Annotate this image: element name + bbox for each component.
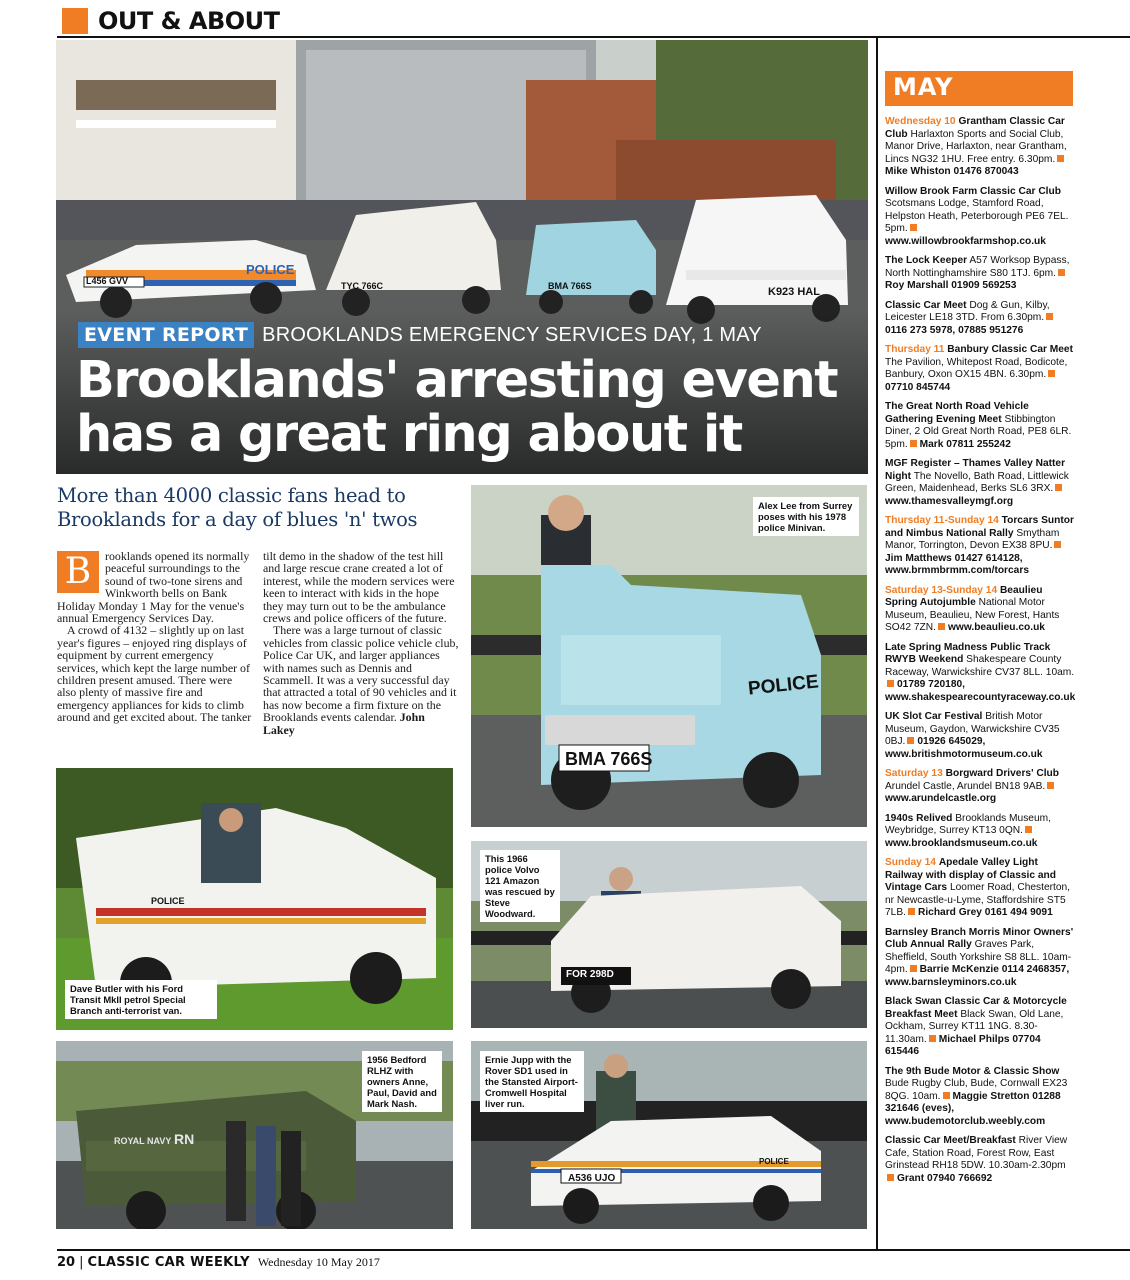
event-title: Late Spring Madness Public Track RWYB Weekend	[885, 641, 1051, 665]
event-title: Torcars Suntor and Nimbus National Rally	[885, 515, 1074, 539]
bullet-square	[1054, 541, 1061, 548]
bullet-square	[1048, 370, 1055, 377]
article-para-2: A crowd of 4132 – slightly up on last year's figures – enjoyed ring displays of equipment by current emergency services, which kept the large number of children present amused. There were also plenty of massive fire and emergency appliances for kids to climb around and get excited about. The tanker	[57, 623, 252, 725]
page-number: 20	[57, 1255, 76, 1270]
event-contact[interactable]: 01926 645029, www.britishmotormuseum.co.uk	[885, 736, 1043, 760]
event-details: A57 Worksop Bypass, North Nottinghamshire S80 1TJ. 6pm.	[885, 255, 1070, 279]
event-contact[interactable]: www.willowbrookfarmshop.co.uk	[885, 235, 1046, 247]
event-title: Banbury Classic Car Meet	[947, 344, 1073, 355]
event-details: Loomer Road, Chesterton, nr Newcastle-u-Lyme, Staffordshire ST5 7LB.	[885, 882, 1071, 918]
event-contact[interactable]: www.brooklandsmuseum.co.uk	[885, 837, 1038, 849]
section-marker	[62, 8, 88, 34]
event-details: Brooklands Museum, Weybridge, Surrey KT13 0QN.	[885, 812, 1051, 836]
transit-photo	[56, 768, 453, 1030]
event-contact[interactable]: Mike Whiston 01476 870043	[885, 166, 1019, 177]
volvo-caption: This 1966 police Volvo 121 Amazon was rescued by Steve Woodward.	[480, 850, 560, 922]
bullet-square	[910, 440, 917, 447]
event-details: National Motor Museum, Beaulieu, New Forest, Hants SO42 7ZN.	[885, 597, 1060, 633]
section-title: OUT & ABOUT	[98, 7, 280, 35]
plate-mini: BMA 766S	[548, 281, 592, 291]
issue-date: Wednesday 10 May 2017	[257, 1255, 380, 1269]
event-item	[885, 585, 1075, 635]
bedford-photo	[56, 1041, 453, 1229]
article-para-4: There was a large turnout of classic vehicles from classic police vehicle club, Police Car UK, and larger appliances with names such as Dennis and Scammell. It was a very successful day that attracted a total of 90 vehicles and it has now become a firm fixture on the Brooklands events calendar.	[263, 623, 459, 725]
event-date: Sunday 14	[885, 857, 936, 868]
event-details: Stibbington Diner, 2 Old Great North Road, PE8 6LR. 5pm.	[885, 413, 1072, 450]
event-details: Shakespeare County Raceway, Warwickshire CV37 8LL. 10am.	[885, 654, 1075, 678]
event-details: Graves Park, Sheffield, South Yorkshire S8 8LL. 10am-4pm.	[885, 939, 1072, 975]
article-column-1	[57, 550, 252, 724]
rover-photo	[471, 1041, 867, 1229]
event-contact[interactable]: Grant 07940 766692	[897, 1172, 993, 1184]
standfirst: More than 4000 classic fans head to Brooklands for a day of blues 'n' twos	[57, 484, 418, 531]
event-title: Classic Car Meet/Breakfast	[885, 1135, 1016, 1146]
minivan-plate: BMA 766S	[565, 749, 653, 769]
event-details: Smytham Manor, Torrington, Devon EX38 8PU.	[885, 527, 1060, 551]
bullet-square	[938, 623, 945, 630]
headline-line-1: Brooklands' arresting event	[76, 351, 838, 410]
event-title: UK Slot Car Festival	[885, 711, 983, 722]
page-footer	[57, 1255, 380, 1270]
ford-sierra-car	[666, 195, 848, 324]
byline: John Lakey	[263, 710, 425, 737]
bullet-square	[907, 737, 914, 744]
event-title: Willow Brook Farm Classic Car Club	[885, 185, 1061, 197]
minivan-caption: Alex Lee from Surrey poses with his 1978 police Minivan.	[753, 497, 859, 536]
headline-line-2: has a great ring about it	[76, 405, 742, 464]
bullet-square	[908, 908, 915, 915]
event-title: Black Swan Classic Car & Motorcycle Breakfast Meet	[885, 996, 1067, 1020]
event-title: Grantham Classic Car Club	[885, 116, 1065, 140]
event-details: Arundel Castle, Arundel BN18 9AB.	[885, 780, 1046, 792]
event-item	[885, 927, 1075, 990]
event-details: The Novello, Bath Road, Littlewick Green, Maidenhead, Berks SL6 3RX.	[885, 470, 1069, 494]
event-date: Thursday 11-Sunday 14	[885, 515, 999, 526]
event-details: River View Cafe, Station Road, Forest Row, East Grinstead RH18 5DW. 10.30am-2.30pm	[885, 1135, 1068, 1171]
event-details: The Pavilion, Whitepost Road, Bodicote, Banbury, Oxon OX15 4BN. 6.30pm.	[885, 356, 1068, 380]
section-header	[62, 6, 280, 36]
event-listings	[885, 116, 1075, 1192]
event-details: Bude Rugby Club, Bude, Cornwall EX23 8QG. 10am.	[885, 1078, 1068, 1102]
bullet-square	[929, 1035, 936, 1042]
event-item	[885, 996, 1075, 1059]
magazine-name: CLASSIC CAR WEEKLY	[87, 1255, 250, 1270]
bullet-square	[910, 965, 917, 972]
event-item	[885, 344, 1075, 394]
minivan-photo	[471, 485, 867, 827]
rover-police-word: POLICE	[759, 1157, 789, 1166]
event-date: Wednesday 10	[885, 116, 956, 127]
event-contact[interactable]: Richard Grey 0161 494 9091	[917, 907, 1053, 918]
column-divider	[876, 38, 878, 1250]
event-details: Black Swan, Old Lane, Ockham, Surrey KT11 1NG. 8.30-11.30am.	[885, 1008, 1064, 1045]
rover-plate: A536 UJO	[568, 1173, 616, 1184]
event-title: Barnsley Branch Morris Minor Owners' Club Annual Rally	[885, 926, 1074, 950]
event-date: Saturday 13	[885, 768, 943, 779]
month-label: MAY	[893, 73, 954, 101]
bullet-square	[943, 1092, 950, 1099]
event-date: Thursday 11	[885, 344, 945, 355]
minivan-scene	[471, 485, 867, 827]
event-report-tag: EVENT REPORT	[78, 322, 254, 348]
rover-caption: Ernie Jupp with the Rover SD1 used in the Stansted Airport-Cromwell Hospital liver run.	[480, 1051, 584, 1112]
event-details: British Motor Museum, Gaydon, Warwickshire CV35 0BJ.	[885, 711, 1060, 747]
event-title: Classic Car Meet	[885, 299, 967, 311]
event-contact[interactable]: www.thamesvalleymgf.org	[885, 495, 1014, 507]
event-item	[885, 186, 1075, 249]
event-tag-row	[78, 322, 762, 348]
bullet-square	[1058, 269, 1065, 276]
plate-sierra: K923 HAL	[768, 286, 820, 298]
bedford-royal-navy: ROYAL NAVY	[114, 1136, 172, 1146]
article-para-3: tilt demo in the shadow of the test hill and large rescue crane created a lot of interest, while the modern services were keen to interact with kids in the hope they may turn out to be the ambulance crews and police officers of the future.	[263, 549, 455, 626]
header-rule	[57, 36, 1130, 38]
plate-jaguar: TYC 766C	[341, 281, 384, 291]
event-item	[885, 1135, 1075, 1185]
event-item	[885, 642, 1075, 705]
article-column-2	[263, 550, 459, 736]
event-contact[interactable]: 07710 845744	[885, 381, 951, 393]
event-contact[interactable]: www.beaulieu.co.uk	[947, 622, 1045, 633]
volvo-plate: FOR 298D	[566, 969, 614, 980]
bullet-square	[1046, 313, 1053, 320]
event-item	[885, 857, 1075, 920]
event-item	[885, 768, 1075, 806]
event-title: MGF Register – Thames Valley Natter Night	[885, 458, 1066, 482]
event-date: Saturday 13-Sunday 14	[885, 584, 998, 596]
event-details: Dog & Gun, Kilby, Leicester LE18 3TD. From 6.30pm.	[885, 299, 1050, 323]
event-title: Borgward Drivers' Club	[945, 768, 1059, 779]
hero-police-sign: POLICE	[246, 262, 295, 277]
bullet-square	[910, 224, 917, 231]
bullet-square	[1025, 826, 1032, 833]
bullet-square	[887, 1174, 894, 1181]
event-item	[885, 1066, 1075, 1129]
bullet-square	[1047, 782, 1054, 789]
event-item	[885, 300, 1075, 338]
headline	[76, 351, 838, 464]
volvo-photo	[471, 841, 867, 1028]
event-item	[885, 401, 1075, 451]
event-contact[interactable]: 01789 720180, www.shakespearecountyraceway.co.uk	[885, 679, 1076, 703]
event-title: Beaulieu Spring Autojumble	[885, 584, 1043, 608]
event-subtitle: BROOKLANDS EMERGENCY SERVICES DAY, 1 MAY	[262, 323, 762, 346]
event-contact[interactable]: Mark 07811 255242	[919, 438, 1011, 450]
event-item	[885, 711, 1075, 761]
bedford-caption: 1956 Bedford RLHZ with owners Anne, Paul, David and Mark Nash.	[362, 1051, 442, 1112]
event-item	[885, 116, 1075, 179]
event-contact[interactable]: Roy Marshall 01909 569253	[885, 280, 1017, 291]
drop-cap: B	[57, 551, 99, 593]
event-title: Apedale Valley Light Railway with display of Classic and Vintage Cars	[885, 857, 1056, 893]
bullet-square	[887, 680, 894, 687]
article-para-1: rooklands opened its normally peaceful surroundings to the sound of two-tone sirens and Winkworth bells on Bank Holiday Monday 1 May for the venue's annual Emergency Services Day.	[57, 549, 250, 626]
event-details: Harlaxton Sports and Social Club, Manor Drive, Harlaxton, near Grantham, Lincs NG32 1HU. Free entry. 6.30pm.	[885, 128, 1067, 165]
event-contact[interactable]: www.arundelcastle.org	[885, 793, 997, 804]
plate-rover: L456 GVV	[86, 276, 129, 286]
event-item	[885, 255, 1075, 293]
event-title: The Great North Road Vehicle Gathering Evening Meet	[885, 401, 1029, 425]
event-contact[interactable]: Maggie Stretton 01288 321646 (eves), www.budemotorclub.weebly.com	[885, 1090, 1061, 1127]
event-contact[interactable]: Michael Philps 07704 615446	[885, 1033, 1041, 1057]
footer-separator: |	[79, 1255, 84, 1270]
event-title: The 9th Bude Motor & Classic Show	[885, 1065, 1060, 1077]
bullet-square	[1055, 484, 1062, 491]
footer-rule	[57, 1249, 1130, 1251]
event-contact[interactable]: Barrie McKenzie 0114 2468357, www.barnsleyminors.co.uk	[885, 964, 1070, 988]
event-item	[885, 515, 1075, 578]
event-contact[interactable]: Jim Matthews 01427 614128, www.brmmbrmm.com/torcars	[885, 552, 1029, 576]
event-title: The Lock Keeper	[885, 255, 968, 266]
event-title: 1940s Relived	[885, 812, 953, 824]
minivan-police-word: POLICE	[747, 671, 820, 700]
transit-caption: Dave Butler with his Ford Transit MkII petrol Special Branch anti-terrorist van.	[65, 980, 217, 1019]
transit-police-word: POLICE	[151, 896, 185, 906]
event-details: Scotsmans Lodge, Stamford Road, Helpston Heath, Peterborough PE6 7EL. 5pm.	[885, 198, 1069, 234]
event-item	[885, 813, 1075, 851]
event-contact[interactable]: 0116 273 5978, 07885 951276	[885, 324, 1024, 336]
event-item	[885, 458, 1075, 508]
bullet-square	[1057, 155, 1064, 162]
bedford-rn: RN	[174, 1131, 195, 1147]
